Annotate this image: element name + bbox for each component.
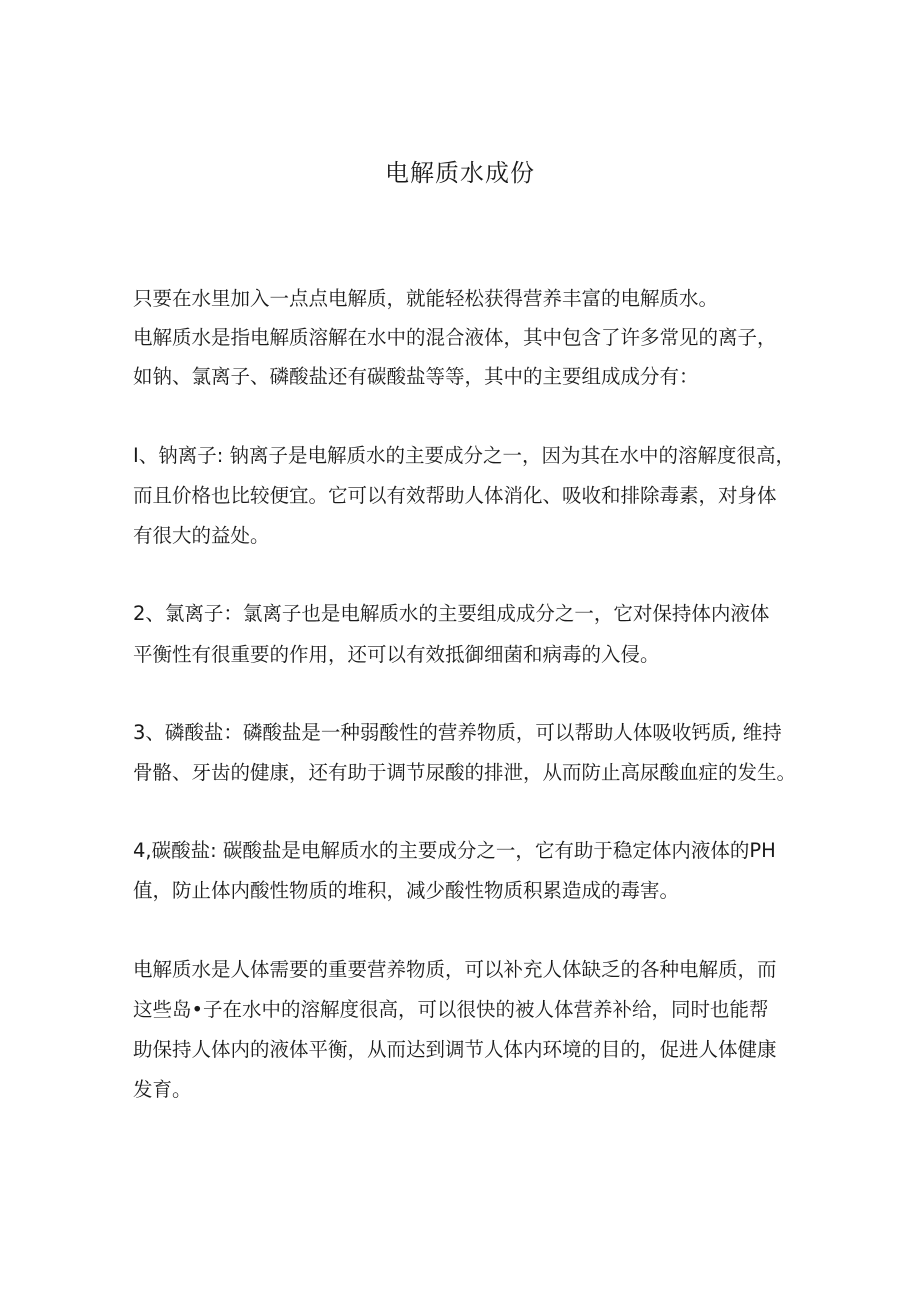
item-sodium-line-3: 有很大的益处。	[133, 524, 270, 547]
intro-line-3: 如钠、氯离子、磷酸盐还有碳酸盐等等，其中的主要组成成分有：	[133, 365, 699, 388]
item-sodium-line-1: I、钠离子: 钠离子是电解质水的主要成分之一，因为其在水中的溶解度很高，	[133, 444, 796, 467]
conclusion-line-4: 发育。	[133, 1078, 192, 1101]
item-carbonate-line-2: 值，防止体内酸性物质的堆积，减少酸性物质积累造成的毒害。	[133, 879, 680, 902]
document-title: 电解质水成份	[385, 159, 535, 187]
conclusion-line-3: 助保持人体内的液体平衡，从而达到调节人体内环境的目的，促进人体健康	[133, 1038, 777, 1061]
item-chloride-line-2: 平衡性有很重要的作用，还可以有效抵御细菌和病毒的入侵。	[133, 643, 660, 666]
item-sodium-line-2: 而且价格也比较便宜。它可以有效帮助人体消化、吸收和排除毒素，对身体	[133, 484, 777, 507]
intro-line-1: 只要在水里加入一点点电解质，就能轻松获得营养丰富的电解质水。	[133, 287, 719, 310]
item-phosphate-line-1: 3、磷酸盐：磷酸盐是一种弱酸性的营养物质，可以帮助人体吸收钙质, 维持	[133, 721, 782, 744]
intro-line-2: 电解质水是指电解质溶解在水中的混合液体，其中包含了许多常见的离子，	[133, 326, 777, 349]
item-carbonate-line-1: 4,碳酸盐: 碳酸盐是电解质水的主要成分之一，它有助于稳定体内液体的PH	[133, 839, 776, 862]
conclusion-line-1: 电解质水是人体需要的重要营养物质，可以补充人体缺乏的各种电解质，而	[133, 958, 777, 981]
conclusion-line-2: 这些岛•子在水中的溶解度很高，可以很快的被人体营养补给，同时也能帮	[133, 998, 769, 1021]
item-chloride-line-1: 2、氯离子：氯离子也是电解质水的主要组成成分之一，它对保持体内液体	[133, 602, 770, 625]
item-phosphate-line-2: 骨骼、牙齿的健康，还有助于调节尿酸的排泄，从而防止高尿酸血症的发生。	[133, 761, 797, 784]
